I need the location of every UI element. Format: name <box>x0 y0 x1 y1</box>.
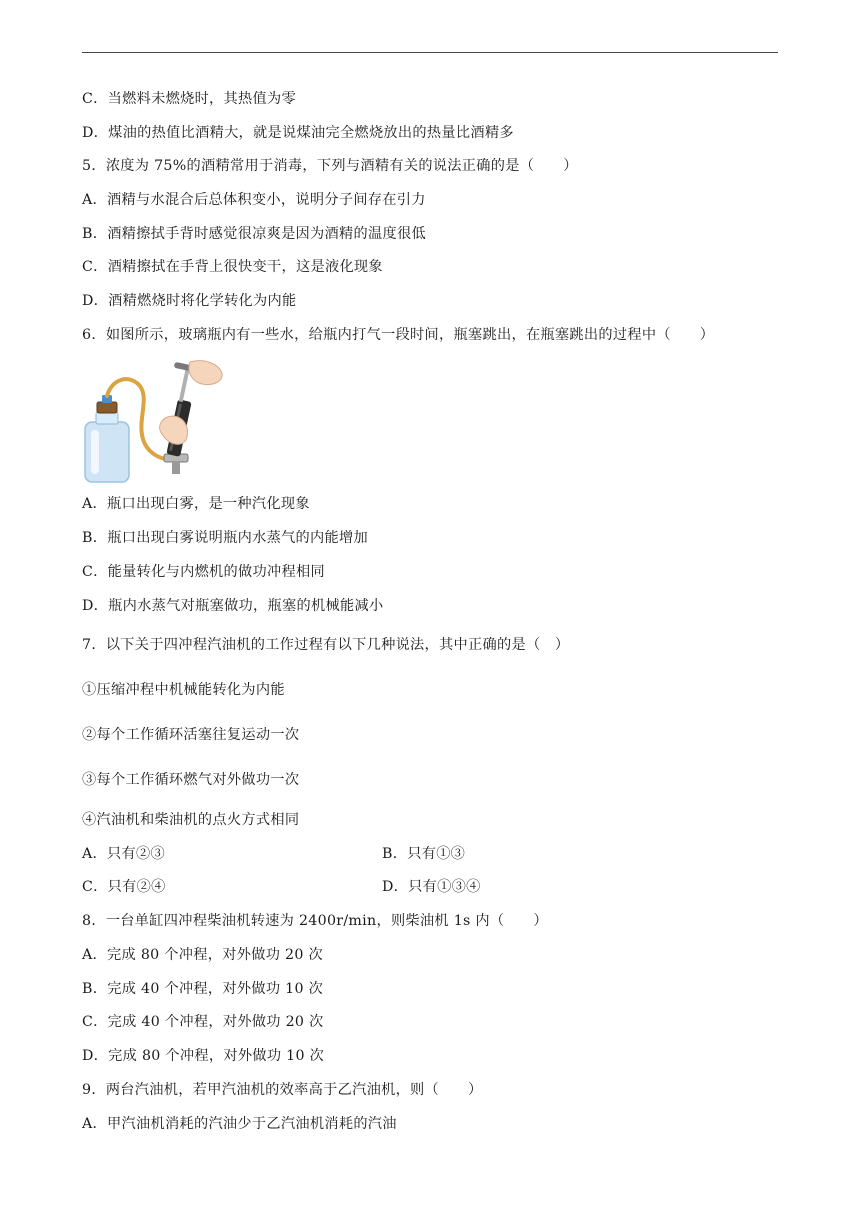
q5-option-a: A．酒精与水混合后总体积变小，说明分子间存在引力 <box>82 192 426 208</box>
q7-option-d: D．只有①③④ <box>382 879 481 895</box>
question-7: 7．以下关于四冲程汽油机的工作过程有以下几种说法，其中正确的是（ ） <box>82 637 570 653</box>
q6-option-b: B．瓶口出现白雾说明瓶内水蒸气的内能增加 <box>82 530 368 546</box>
header-rule <box>82 52 778 53</box>
q8-option-a: A．完成 80 个冲程，对外做功 20 次 <box>82 947 323 963</box>
q5-option-d: D．酒精燃烧时将化学转化为内能 <box>82 293 297 309</box>
q6-option-c: C．能量转化与内燃机的做功冲程相同 <box>82 564 325 580</box>
q5-option-b: B．酒精擦拭手背时感觉很凉爽是因为酒精的温度很低 <box>82 226 426 242</box>
q6-option-d: D．瓶内水蒸气对瓶塞做功，瓶塞的机械能减小 <box>82 598 384 614</box>
q8-option-d: D．完成 80 个冲程，对外做功 10 次 <box>82 1048 325 1064</box>
q4-option-c: C．当燃料未燃烧时，其热值为零 <box>82 91 296 107</box>
bottle-pump-illustration <box>82 360 232 485</box>
q8-option-c: C．完成 40 个冲程，对外做功 20 次 <box>82 1014 324 1030</box>
q4-option-d: D．煤油的热值比酒精大，就是说煤油完全燃烧放出的热量比酒精多 <box>82 125 514 141</box>
q7-option-c: C．只有②④ <box>82 879 166 895</box>
question-8: 8．一台单缸四冲程柴油机转速为 2400r/min，则柴油机 1s 内（ ） <box>82 913 548 929</box>
q7-option-b: B．只有①③ <box>382 846 466 862</box>
question-5: 5．浓度为 75%的酒精常用于消毒，下列与酒精有关的说法正确的是（ ） <box>82 158 578 174</box>
statement-2: ②每个工作循环活塞往复运动一次 <box>82 727 300 743</box>
q8-option-b: B．完成 40 个冲程，对外做功 10 次 <box>82 981 324 997</box>
question-6: 6．如图所示，玻璃瓶内有一些水，给瓶内打气一段时间，瓶塞跳出，在瓶塞跳出的过程中（ ） <box>82 327 715 343</box>
q7-option-a: A．只有②③ <box>82 846 165 862</box>
statement-1: ①压缩冲程中机械能转化为内能 <box>82 682 285 698</box>
q5-option-c: C．酒精擦拭在手背上很快变干，这是液化现象 <box>82 259 383 275</box>
question-9: 9．两台汽油机，若甲汽油机的效率高于乙汽油机，则（ ） <box>82 1082 483 1098</box>
q6-option-a: A．瓶口出现白雾，是一种汽化现象 <box>82 496 310 512</box>
q9-option-a: A．甲汽油机消耗的汽油少于乙汽油机消耗的汽油 <box>82 1116 397 1132</box>
statement-4: ④汽油机和柴油机的点火方式相同 <box>82 812 300 828</box>
statement-3: ③每个工作循环燃气对外做功一次 <box>82 772 300 788</box>
